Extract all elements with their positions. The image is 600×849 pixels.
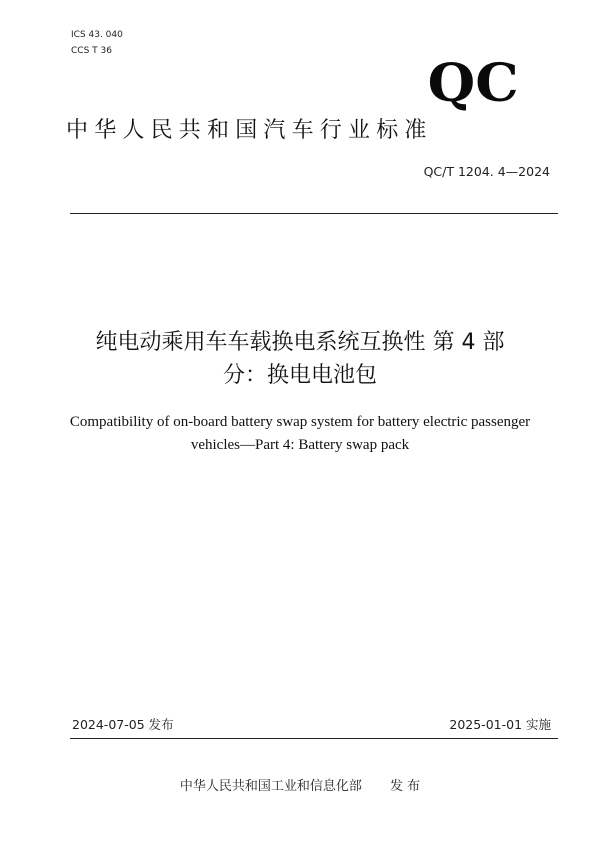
top-divider xyxy=(70,213,558,214)
chinese-title-line-1: 纯电动乘用车车载换电系统互换性 第 4 部 xyxy=(95,330,505,355)
chinese-title xyxy=(50,326,550,392)
ics-code: ICS 43. 040 xyxy=(71,30,123,40)
effective-date: 2025-01-01 实施 xyxy=(449,717,551,732)
publisher-action: 发 布 xyxy=(389,779,421,794)
qc-logo: QC xyxy=(427,53,519,114)
bottom-divider xyxy=(70,738,558,739)
ccs-code: CCS T 36 xyxy=(71,46,112,56)
classification-codes xyxy=(71,27,123,59)
standard-number: QC/T 1204. 4—2024 xyxy=(423,164,550,179)
standard-name: 中华人民共和国汽车行业标准 xyxy=(66,118,433,143)
english-title-line-2: vehicles—Part 4: Battery swap pack xyxy=(190,437,410,453)
publish-date: 2024-07-05 发布 xyxy=(72,717,174,732)
english-title xyxy=(60,411,540,457)
english-title-line-1: Compatibility of on-board battery swap system for battery electric passenger xyxy=(69,414,531,430)
chinese-title-line-2: 分：换电电池包 xyxy=(222,363,377,388)
publisher-name: 中华人民共和国工业和信息化部 xyxy=(179,779,362,794)
publisher-line xyxy=(0,775,600,794)
